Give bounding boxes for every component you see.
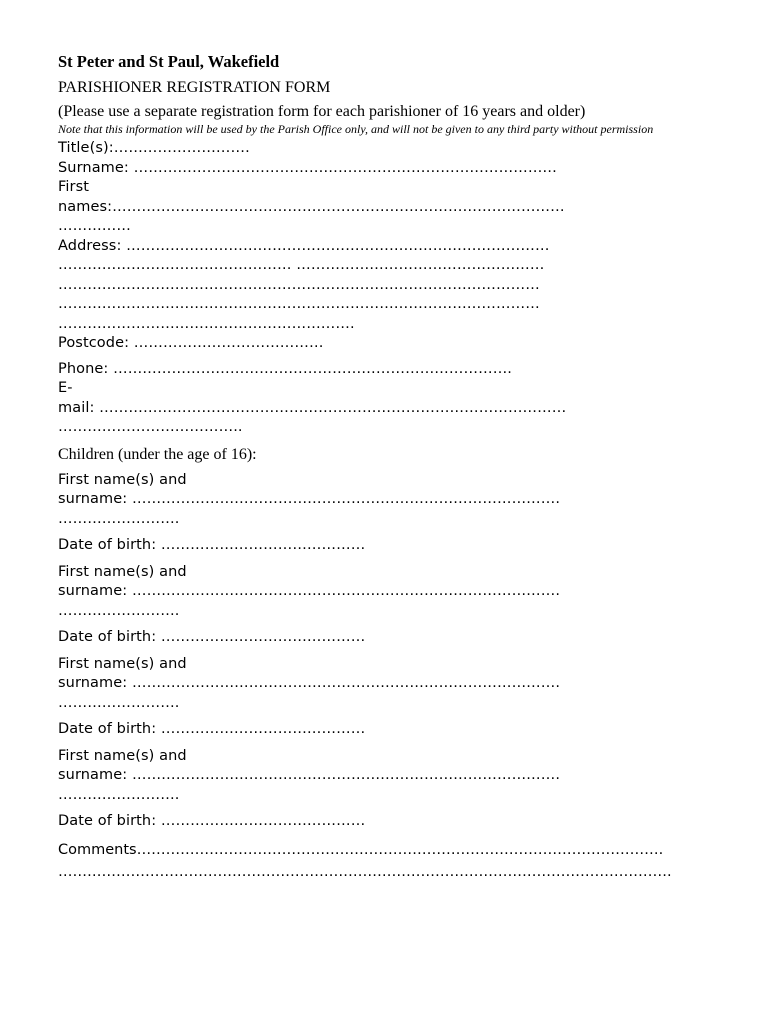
email-field-continued[interactable]: ……………………………….. <box>58 419 243 435</box>
child-name-label: First name(s) and <box>58 655 187 672</box>
child-dob-field[interactable]: Date of birth: …………………………………… <box>58 721 366 737</box>
child-entry <box>58 655 713 747</box>
privacy-note: Note that this information will be used by the Parish Office only, and will not be given to any third party without permission <box>58 122 654 136</box>
child-dob-field[interactable]: Date of birth: …………………………………… <box>58 537 366 553</box>
email-label: E- <box>58 380 73 396</box>
child-entry <box>58 471 713 563</box>
postcode-field[interactable]: Postcode: ………………………………… <box>58 335 324 351</box>
first-names-label: First <box>58 179 90 195</box>
address-line-4[interactable]: ……………………………………………………………………………………… <box>58 296 540 312</box>
address-field[interactable]: Address: …………………………………………………………………………… <box>58 237 550 254</box>
child-dob-field[interactable]: Date of birth: …………………………………… <box>58 629 366 645</box>
child-entry <box>58 747 713 839</box>
phone-field[interactable]: Phone: ………………………………………………………………………. <box>58 360 513 377</box>
form-instruction: (Please use a separate registration form for each parishioner of 16 years and older) <box>58 103 586 120</box>
child-surname-field-continued[interactable]: ……………………. <box>58 694 180 711</box>
titles-field[interactable]: Title(s):………………………. <box>58 140 250 156</box>
child-surname-field[interactable]: surname: ……………………………………………………………………………. <box>58 491 561 507</box>
address-line-2[interactable]: ………………………………………… …………………………………………… <box>58 257 545 273</box>
children-list <box>58 471 713 839</box>
first-names-field[interactable]: names:………………………………………………………………………………… <box>58 198 565 215</box>
first-names-field-continued[interactable]: …………… <box>58 218 131 234</box>
surname-field[interactable]: Surname: …………………………………………………………………………… <box>58 159 558 176</box>
parishioner-fields <box>58 139 713 438</box>
child-name-label: First name(s) and <box>58 563 187 580</box>
form-title: PARISHIONER REGISTRATION FORM <box>58 79 331 96</box>
child-surname-field[interactable]: surname: ……………………………………………………………………………. <box>58 583 561 599</box>
comments-field-continued[interactable]: ………………………………………………………………………………………………………………. <box>58 863 672 880</box>
child-surname-field[interactable]: surname: ……………………………………………………………………………. <box>58 675 561 691</box>
children-heading: Children (under the age of 16): <box>58 445 257 463</box>
parish-title: St Peter and St Paul, Wakefield <box>58 52 280 71</box>
child-surname-field[interactable]: surname: ……………………………………………………………………………. <box>58 767 561 783</box>
child-name-label: First name(s) and <box>58 747 187 764</box>
comments-field[interactable]: Comments………………………………………………………………………………………………. <box>58 841 664 858</box>
child-dob-field[interactable]: Date of birth: …………………………………… <box>58 813 366 829</box>
email-field[interactable]: mail: …………………………………………………………………………………… <box>58 399 567 416</box>
registration-form-page <box>58 52 713 883</box>
child-surname-field-continued[interactable]: ……………………. <box>58 510 180 527</box>
child-entry <box>58 563 713 655</box>
address-line-3[interactable]: ……………………………………………………………………………………… <box>58 276 540 293</box>
child-surname-field-continued[interactable]: ……………………. <box>58 602 180 619</box>
child-name-label: First name(s) and <box>58 471 187 488</box>
address-line-5[interactable]: ……………………………………………………. <box>58 315 355 332</box>
child-surname-field-continued[interactable]: ……………………. <box>58 786 180 803</box>
